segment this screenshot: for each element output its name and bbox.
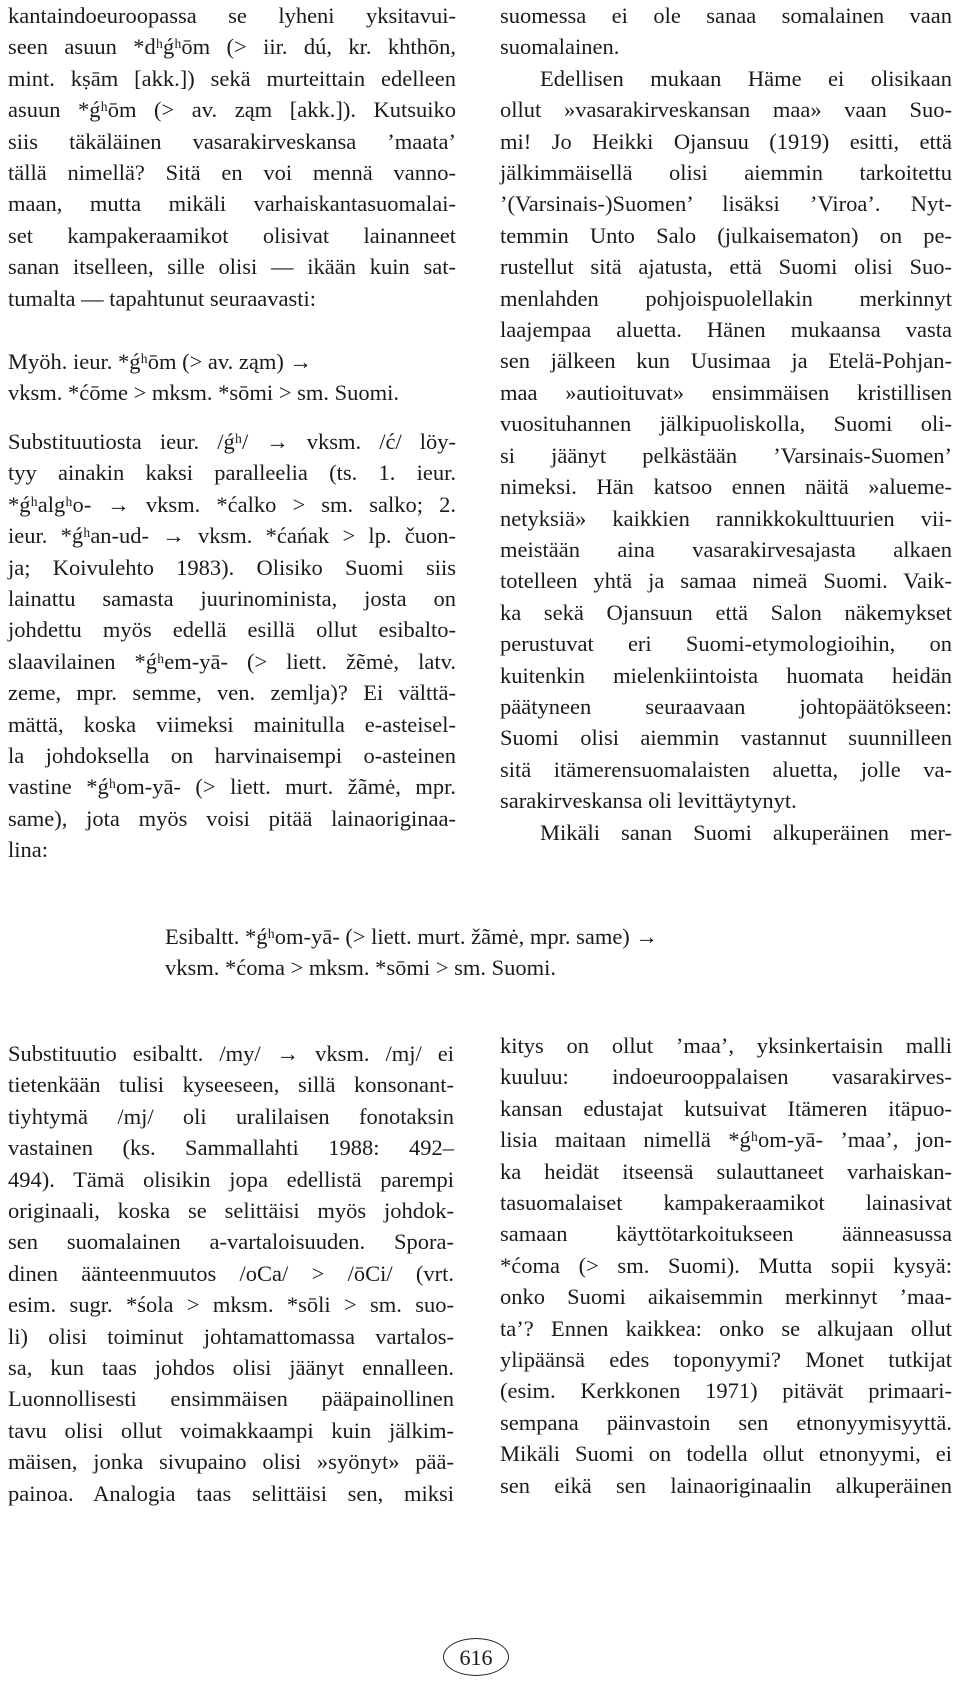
text-line: 494). Tämä olisikin jopa edellistä parempi [8, 1166, 454, 1192]
text-line: sen suomalainen a-vartaloisuuden. Spora- [8, 1229, 454, 1255]
text-line: ka sekä Ojansuun että Salon näkemykset [500, 599, 952, 625]
text-line: Substituutio esibaltt. /my/ → vksm. /mj/ ei [8, 1041, 454, 1066]
text-line: ka heidät itseensä sulauttaneet varhaiskan- [500, 1158, 952, 1184]
text-line: ollut »vasarakirveskansan maa» vaan Suo- [500, 97, 952, 123]
text-line: sempana päinvastoin sen etnonyymisyyttä. [500, 1409, 952, 1435]
formula-line: Myöh. ieur. *ǵʰōm (> av. ząm) → [8, 349, 313, 374]
text-line: sanan itselleen, sille olisi — ikään kuin sat- [8, 254, 456, 280]
text-line: kitys on ollut ’maa’, yksinkertaisin malli [500, 1033, 952, 1058]
text-line: lainattu samasta juurinominista, josta on [8, 586, 456, 612]
text-line: vuosituhannen jälkipuoliskolla, Suomi oli- [500, 411, 952, 437]
text-line: sitä itämerensuomalaisten aluetta, jolle va- [500, 756, 952, 782]
text-line: asuun *ǵʰōm (> av. ząm [akk.]). Kutsuiko [8, 97, 456, 123]
text-line: vastine *ǵʰom-yā- (> liett. murt. žãmė, mpr. [8, 774, 456, 800]
text-line: maa »autioituvat» ensimmäisen kristillisen [500, 379, 952, 405]
formula-line: vksm. *ćoma > mksm. *sōmi > sm. Suomi. [165, 955, 557, 981]
text-line: mi! Jo Heikki Ojansuu (1919) esitti, että [500, 128, 952, 154]
text-line: kuitenkin mielenkiintoista huomata heidän [500, 662, 952, 688]
text-line: päätyneen seuraavaan johtopäätökseen: [500, 693, 952, 719]
text-line: Edellisen mukaan Häme ei olisikaan [540, 65, 952, 91]
text-line: perustuvat eri Suomi-etymologioihin, on [500, 631, 952, 657]
text-line: vastainen (ks. Sammallahti 1988: 492– [8, 1135, 454, 1161]
column-4 [500, 1030, 952, 1501]
text-line: onko Suomi aikaisemmin merkinnyt ’maa- [500, 1284, 952, 1310]
text-line: meistään aina vasarakirvesajasta alkaen [500, 536, 952, 562]
text-line: mättä, koska viimeksi mainitulla e-asteisel- [8, 711, 456, 737]
text-line: Mikäli Suomi on todella ollut etnonyymi, ei [500, 1441, 952, 1467]
text-line: totelleen yhtä ja samaa nimeä Suomi. Vaik- [500, 568, 952, 594]
text-line: same), jota myös voisi pitää lainaoriginaa- [8, 805, 456, 831]
text-line: tumalta — tapahtunut seuraavasti: [8, 285, 317, 311]
column-1-bottom [8, 426, 456, 866]
text-line: ja; Koivulehto 1983). Olisiko Suomi siis [8, 554, 456, 580]
text-line: Suomi olisi aiemmin vastannut suunnilleen [500, 725, 952, 751]
text-line: tyy ainakin kaksi paralleelia (ts. 1. ieur. [8, 460, 456, 486]
formula-line: vksm. *ćōme > mksm. *sōmi > sm. Suomi. [8, 380, 400, 406]
text-line: kantaindoeuroopassa se lyheni yksitavui- [8, 3, 456, 28]
text-line: *ćoma (> sm. Suomi). Mutta sopii kysyä: [500, 1252, 952, 1278]
formula-1 [8, 346, 456, 409]
text-line: kansan edustajat kutsuivat Itämeren itäpuo- [500, 1095, 952, 1121]
text-line: sa, kun taas johdos olisi jäänyt ennalleen. [8, 1355, 454, 1381]
text-line: kuuluu: indoeurooppalaisen vasarakirves- [500, 1064, 952, 1090]
text-line: siis täkäläinen vasarakirveskansa ’maata’ [8, 128, 456, 154]
text-line: tietenkään tulisi kyseeseen, sillä konsonant- [8, 1072, 454, 1098]
text-line: tavu olisi ollut voimakkaampi kuin jälkim- [8, 1417, 454, 1443]
text-line: ta’? Ennen kaikkea: onko se alkujaan ollut [500, 1315, 952, 1341]
col1-top-paragraph [8, 0, 456, 314]
page-number: 616 [443, 1638, 509, 1676]
text-line: tiyhtymä /mj/ oli uralilaisen fonotaksin [8, 1103, 454, 1129]
text-line: ieur. *ǵʰan-ud- → vksm. *ćańak > lp. čuon- [8, 523, 456, 549]
text-line: tällä nimellä? Sitä en voi mennä vanno- [8, 160, 456, 186]
text-line: rustellut sitä ajatusta, että Suomi olisi Suo- [500, 254, 952, 280]
text-line: mint. kṣām [akk.]) sekä murteittain edelleen [8, 65, 456, 91]
text-line: Substituutiosta ieur. /ǵʰ/ → vksm. /ć/ löy- [8, 429, 456, 454]
text-line: Luonnollisesti ensimmäisen pääpainollinen [8, 1386, 454, 1412]
text-line: lina: [8, 837, 48, 863]
text-line: slaavilainen *ǵʰem-yā- (> liett. žẽmė, latv. [8, 648, 456, 674]
column-3 [8, 1038, 454, 1509]
formula-2 [165, 921, 658, 984]
text-line: mäisen, jonka sivupaino olisi »syönyt» pää- [8, 1449, 454, 1475]
text-line: sen eikä sen lainaoriginaalin alkuperäinen [500, 1472, 952, 1498]
text-line: (esim. Kerkkonen 1971) pitävät primaari- [500, 1378, 952, 1404]
text-line: lisia maitaan nimellä *ǵʰom-yā- ’maa’, jon- [500, 1127, 952, 1153]
text-line: Mikäli sanan Suomi alkuperäinen mer- [540, 819, 952, 845]
text-line: jälkimmäisellä olisi aiemmin tarkoitettu [500, 160, 952, 186]
text-line: suomessa ei ole sanaa somalainen vaan [500, 3, 952, 28]
text-line: set kampakeraamikot olisivat lainanneet [8, 222, 456, 248]
text-line: si jäänyt pelkästään ’Varsinais-Suomen’ [500, 442, 952, 468]
column-2 [500, 0, 952, 848]
text-line: originaali, koska se selittäisi myös johdok- [8, 1198, 454, 1224]
formula-line: Esibaltt. *ǵʰom-yā- (> liett. murt. žãmė, mpr. same) → [165, 924, 658, 949]
text-line: maan, mutta mikäli varhaiskantasuomalai- [8, 191, 456, 217]
text-line: ylipäänsä edes toponyymi? Monet tutkijat [500, 1347, 952, 1373]
text-line: painoa. Analogia taas selittäisi sen, miksi [8, 1480, 454, 1506]
text-line: netyksiä» kaikkien rannikkokulttuurien vii- [500, 505, 952, 531]
text-line: la johdoksella on harvinaisempi o-asteinen [8, 743, 456, 769]
text-line: li) olisi toiminut johtamattomassa vartalos- [8, 1323, 454, 1349]
text-line: suomalainen. [500, 34, 620, 60]
text-line: esim. sugr. *śola > mksm. *sōli > sm. suo- [8, 1292, 454, 1318]
text-line: sen jälkeen kun Uusimaa ja Etelä-Pohjan- [500, 348, 952, 374]
text-line: dinen äänteenmuutos /oCa/ > /ōCi/ (vrt. [8, 1260, 454, 1286]
text-line: johdettu myös edellä esillä ollut esibalto- [8, 617, 456, 643]
text-line: nimeksi. Hän katsoo ennen näitä »alueme- [500, 474, 952, 500]
text-line: seen asuun *dʰǵʰōm (> iir. dú, kr. khthōn, [8, 34, 456, 60]
text-line: menlahden pohjoispuolellakin merkinnyt [500, 285, 952, 311]
text-line: laajempaa aluetta. Hänen mukaansa vasta [500, 317, 952, 343]
text-line: samaan käyttötarkoitukseen äänneasussa [500, 1221, 952, 1247]
text-line: ’(Varsinais-)Suomen’ lisäksi ’Viroa’. Nyt- [500, 191, 952, 217]
column-1-top [8, 0, 456, 314]
text-line: *ǵʰalgʰo- → vksm. *ćalko > sm. salko; 2. [8, 491, 456, 517]
text-line: sarakirveskansa oli levittäytynyt. [500, 788, 797, 814]
text-line: zeme, mpr. semme, ven. zemlja)? Ei välttä- [8, 680, 456, 706]
text-line: temmin Unto Salo (julkaisematon) on pe- [500, 222, 952, 248]
text-line: tasuomalaiset kampakeraamikot lainasivat [500, 1190, 952, 1216]
